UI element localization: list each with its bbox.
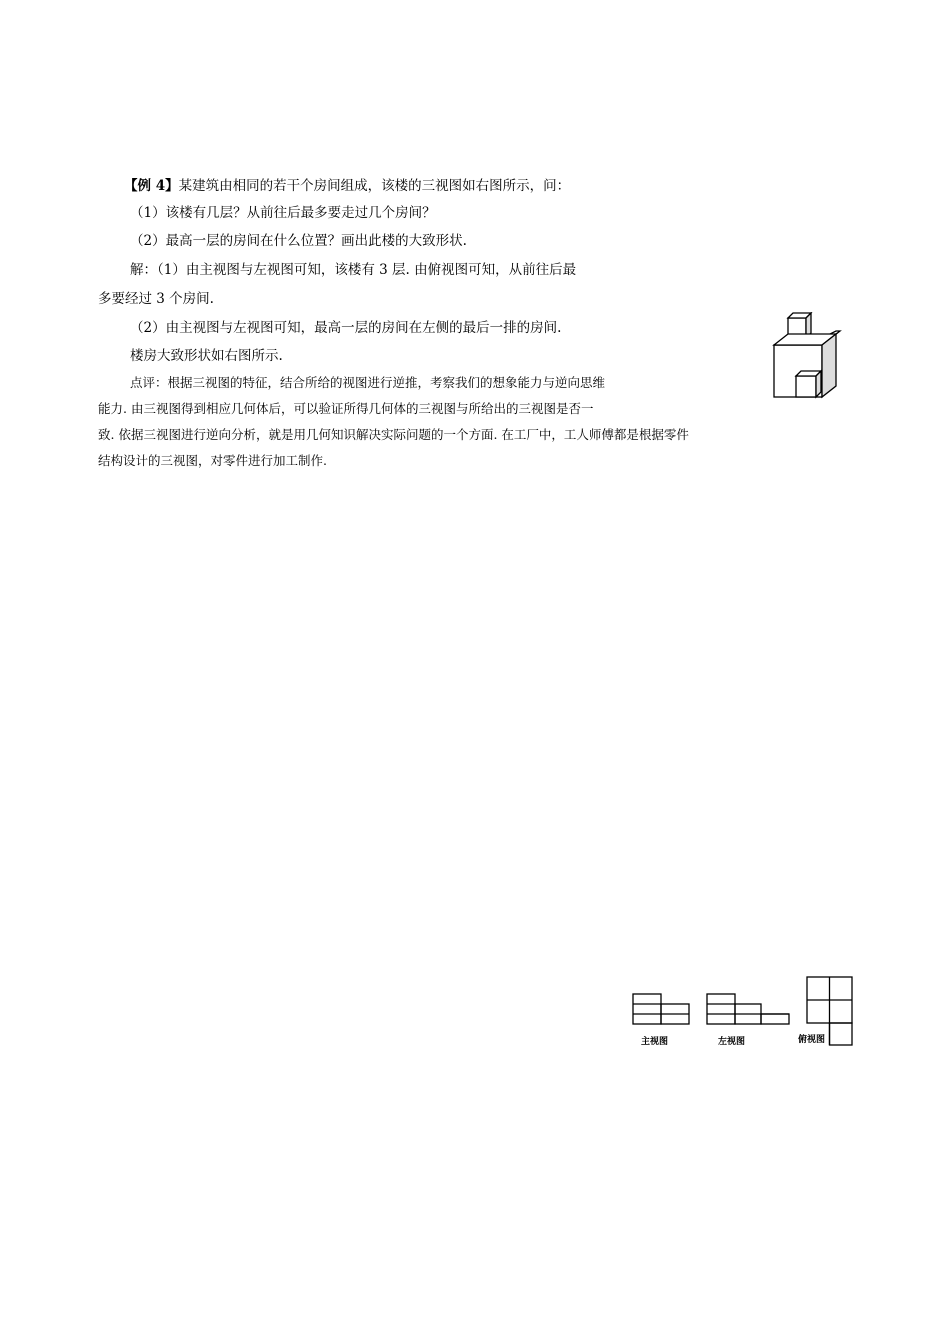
example-question: 某建筑由相同的若干个房间组成，该楼的三视图如右图所示，问： bbox=[178, 178, 571, 194]
solution-line-3: （2）由主视图与左视图可知，最高一层的房间在左侧的最后一排的房间. bbox=[130, 320, 562, 336]
comment-line-1: 点评：根据三视图的特征，结合所给的视图进行逆推，考察我们的想象能力与逆向思维 bbox=[130, 375, 606, 390]
solution-line-4: 楼房大致形状如右图所示. bbox=[130, 348, 283, 364]
left-view-figure bbox=[705, 992, 791, 1026]
question-2: （2）最高一层的房间在什么位置？画出此楼的大致形状. bbox=[130, 233, 467, 249]
solution-line-1: 解：（1）由主视图与左视图可知，该楼有 3 层. 由俯视图可知，从前往后最 bbox=[130, 262, 577, 278]
comment-line-2: 能力. 由三视图得到相应几何体后，可以验证所得几何体的三视图与所给出的三视图是否一 bbox=[98, 401, 594, 416]
front-view-label: 主视图 bbox=[641, 1037, 669, 1047]
building-3d-figure bbox=[770, 312, 846, 400]
comment-line-4: 结构设计的三视图，对零件进行加工制作. bbox=[98, 453, 327, 468]
example-label: 【例 4】 bbox=[124, 178, 179, 194]
left-view-label: 左视图 bbox=[718, 1037, 746, 1047]
solution-line-2: 多要经过 3 个房间. bbox=[98, 291, 214, 307]
top-view-label: 俯视图 bbox=[798, 1035, 826, 1045]
question-1: （1）该楼有几层？从前往后最多要走过几个房间？ bbox=[130, 205, 436, 221]
comment-line-3: 致. 依据三视图进行逆向分析，就是用几何知识解决实际问题的一个方面. 在工厂中，工人师傅都是根据零件 bbox=[98, 427, 689, 442]
example-question-line bbox=[124, 176, 570, 196]
front-view-figure bbox=[631, 992, 691, 1026]
